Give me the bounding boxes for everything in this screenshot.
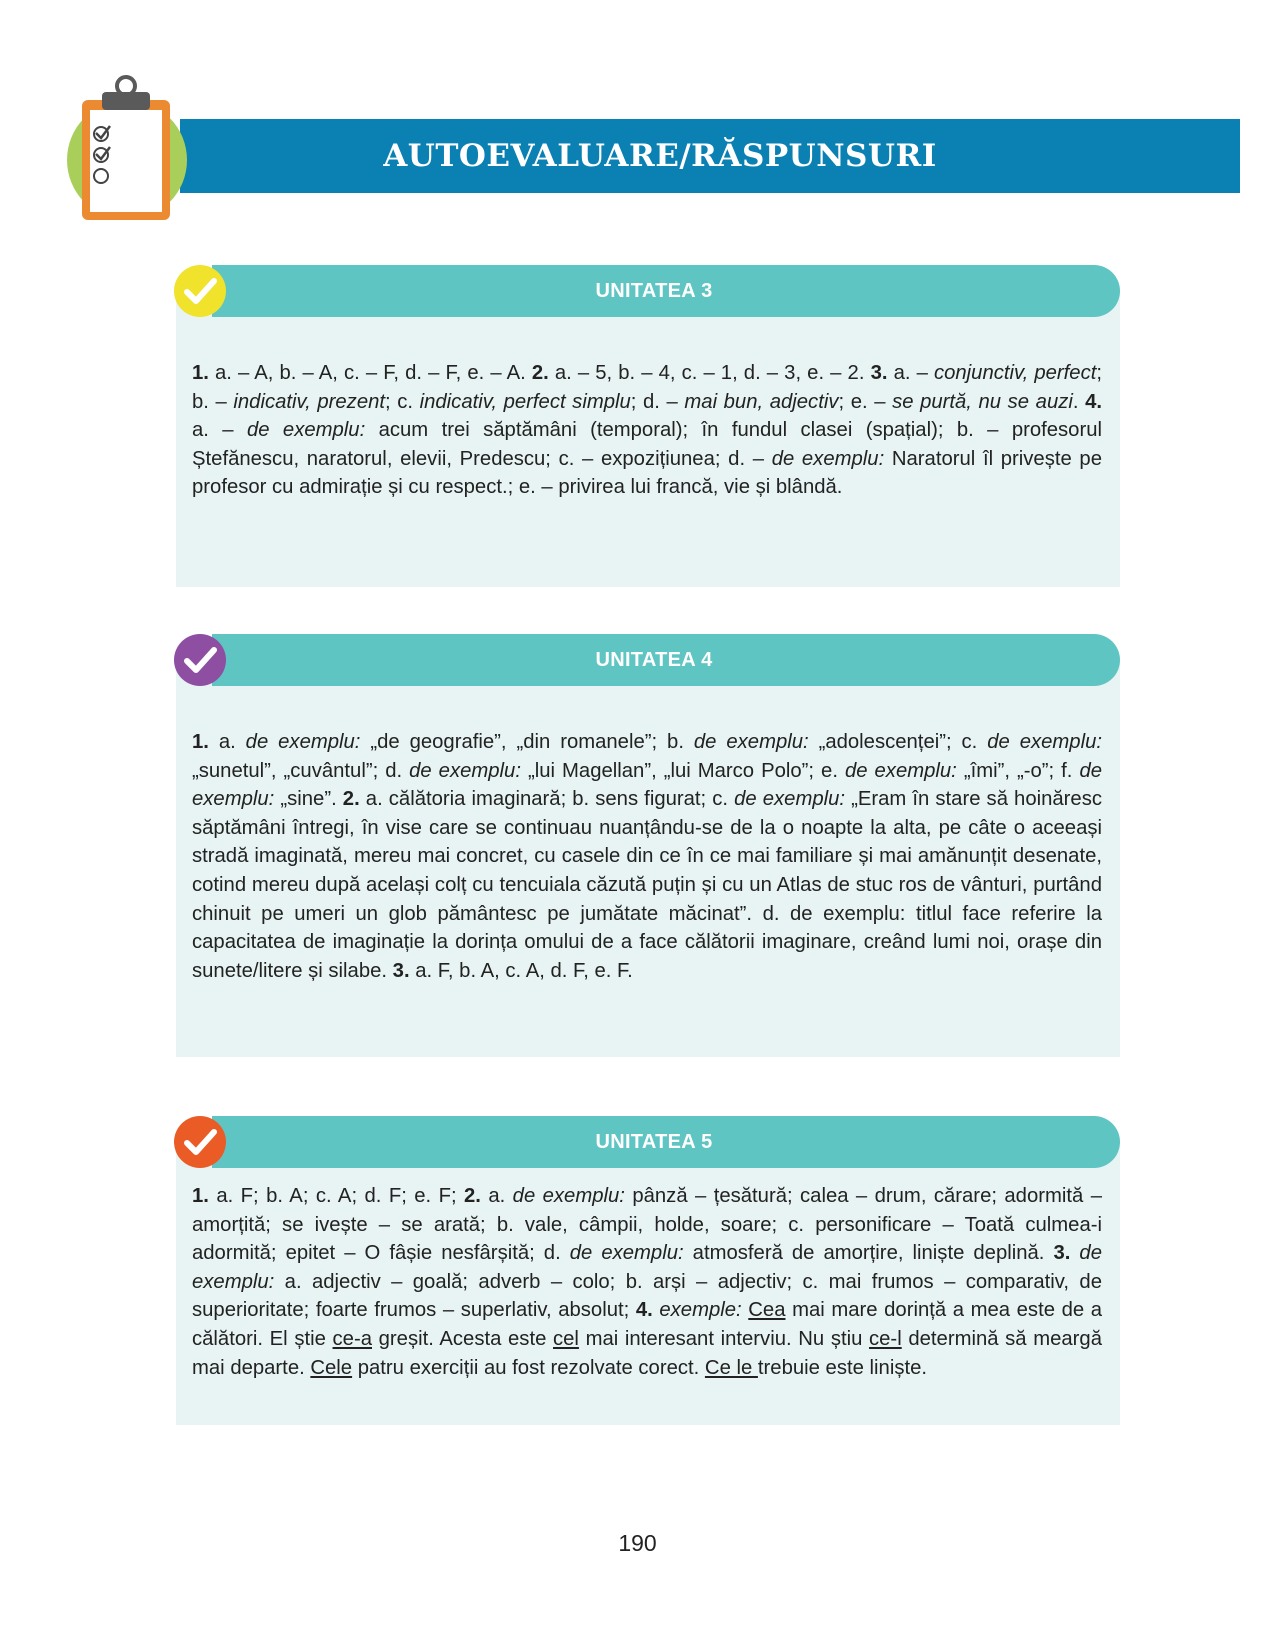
answer-segment: de exemplu: xyxy=(409,759,521,782)
answer-segment: acum trei săptămâni (temporal); în fundul clasei (spațial); b. – profesorul Ștefănescu, naratorul, elevii, Predescu; c. – expozițiunea; d. – xyxy=(192,419,1103,470)
answer-segment: „sine”. xyxy=(274,788,343,811)
answer-segment: de exemplu: xyxy=(246,419,366,442)
answer-segment: cel xyxy=(553,1327,579,1350)
answer-segment: de exemplu: xyxy=(987,731,1102,753)
unit-title: UNITATEA 5 xyxy=(595,1130,713,1153)
answer-segment: Cea xyxy=(748,1299,786,1322)
answer-segment: a. – A, b. – A, c. – F, d. – F, e. – A. xyxy=(208,362,532,384)
answer-segment: exemple: xyxy=(659,1299,742,1322)
answer-segment: 3. xyxy=(392,959,410,982)
answer-segment: mai mare dorință a mea este de a călători. El știe xyxy=(192,1299,1102,1350)
answer-segment: a. – xyxy=(192,419,247,442)
page-number: 190 xyxy=(618,1530,657,1556)
answer-segment: greșit. Acesta este xyxy=(372,1327,553,1350)
answer-segment: 3. xyxy=(870,362,888,384)
answer-segment: de exemplu: xyxy=(192,1242,1102,1293)
answer-segment: ce-a xyxy=(332,1327,372,1350)
answer-segment: a. adjectiv – goală; adverb – colo; b. arși – adjectiv; c. mai frumos – comparativ, de superioritate; foarte frumos – superlativ, absolut; xyxy=(192,1270,1102,1322)
answer-segment: 2. xyxy=(464,1185,481,1207)
answer-segment: atmosferă de amorțire, liniște deplină. xyxy=(683,1242,1054,1265)
answer-segment: de exemplu: xyxy=(771,447,885,470)
answer-segment: „lui Magellan”, „lui Marco Polo”; e. xyxy=(520,759,845,782)
answer-segment: 1. xyxy=(192,1185,209,1207)
answer-segment: de exemplu: xyxy=(569,1242,684,1265)
answer-segment: „Eram în stare să hoinăresc săptămâni întregi, în vise care se continuau nuanțându-se de la o noapte la alta, pe câte o aceeași stradă imaginată, mereu mai concret, cu casele din ce în ce mai familiare și mai amănunțit desenate, cotind mereu după același colț cu tencuiala căzută puțin și cu un Atlas de stuc ros de vânturi, purtând chinuit pe umeri un glob pământesc pe jumătate măcinat”. d. de exemplu: titlul face referire la capacitatea de imaginație la dorința omului de a face călătorii imaginare, creând lumi noi, orașe din sunete/litere și silabe. xyxy=(192,788,1102,982)
answer-segment: mai interesant interviu. Nu știu xyxy=(578,1327,870,1350)
answer-segment: de exemplu: xyxy=(734,788,846,811)
answer-segment: determină să meargă mai departe. xyxy=(192,1327,1102,1379)
answer-segment: Naratorul îl privește pe profesor cu admirație și cu respect.; e. – privirea lui francă, vie și blândă. xyxy=(192,447,1102,499)
title-banner xyxy=(180,119,1240,193)
answer-segment: 1. xyxy=(192,362,209,384)
answer-segment: a. xyxy=(208,731,246,753)
answer-segment: 1. xyxy=(192,731,209,753)
answer-segment: patru exerciții au fost rezolvate corect. xyxy=(352,1356,705,1379)
answer-segment: se purtă, nu se auzi xyxy=(892,390,1073,413)
answer-segment: ; d. – xyxy=(630,390,685,413)
answer-segment: ; e. – xyxy=(838,390,893,413)
answer-segment: Ce le xyxy=(704,1356,758,1379)
answer-segment: ce-l xyxy=(869,1327,902,1350)
answer-segment: ; b. – xyxy=(192,362,1102,413)
answer-segment: 2. xyxy=(342,788,360,811)
unit-answers xyxy=(192,359,1102,502)
answer-segment: de exemplu: xyxy=(512,1185,625,1207)
answer-segment: indicativ, prezent xyxy=(233,390,386,413)
clipboard-checklist-icon xyxy=(62,74,202,224)
unit-title: UNITATEA 4 xyxy=(595,648,713,671)
answer-segment: de exemplu: xyxy=(245,731,361,753)
answer-segment: 4. xyxy=(1085,390,1103,413)
unit-5-panel xyxy=(176,1116,1120,1425)
answer-segment: de exemplu: xyxy=(693,731,809,753)
unit-3-panel xyxy=(176,265,1120,587)
answer-segment: de exemplu: xyxy=(844,759,957,782)
unit-4-panel xyxy=(176,634,1120,1057)
answer-segment: pânză – țesătură; calea – drum, cărare; adormită – amorțită; se ivește – se arată; b. vale, câmpii, holde, soare; c. personificare – Toată culmea-i adormită; epitet – O fâșie nesfârșită; d. xyxy=(192,1185,1102,1265)
answer-segment: a. – 5, b. – 4, c. – 1, d. – 3, e. – 2. xyxy=(548,362,871,384)
answer-segment: 3. xyxy=(1053,1242,1071,1265)
answer-segment: de exemplu: xyxy=(192,759,1102,811)
answer-segment: a. călătoria imaginară; b. sens figurat; c. xyxy=(359,788,735,811)
purple-check-icon xyxy=(174,634,226,686)
answer-segment: conjunctiv, perfect xyxy=(933,362,1097,384)
answer-segment: Cele xyxy=(310,1356,353,1379)
answer-segment: a. xyxy=(480,1185,513,1207)
answer-segment: „îmi”, „-o”; f. xyxy=(956,759,1080,782)
answer-segment: 4. xyxy=(635,1299,653,1322)
answer-segment: „sunetul”, „cuvântul”; d. xyxy=(192,759,410,782)
answer-segment: trebuie este liniște. xyxy=(757,1356,928,1379)
answer-segment: . xyxy=(1072,390,1086,413)
answer-segment: mai bun, adjectiv xyxy=(684,390,839,413)
answer-segment: „de geografie”, „din romanele”; b. xyxy=(360,731,694,753)
answer-segment: „adolescenței”; c. xyxy=(808,731,988,753)
yellow-check-icon xyxy=(174,265,226,317)
orange-check-icon xyxy=(174,1116,226,1168)
answer-segment: indicativ, perfect simplu xyxy=(419,390,631,413)
unit-answers xyxy=(192,728,1102,985)
unit-title: UNITATEA 3 xyxy=(595,279,713,302)
answer-segment: a. F, b. A, c. A, d. F, e. F. xyxy=(409,959,633,982)
answer-segment: a. – xyxy=(887,362,934,384)
page-title: AUTOEVALUARE/RĂSPUNSURI xyxy=(383,138,937,174)
answer-segment: ; c. xyxy=(385,390,420,413)
answer-segment: 2. xyxy=(531,362,549,384)
unit-answers xyxy=(192,1182,1102,1382)
answer-segment: a. F; b. A; c. A; d. F; e. F; xyxy=(208,1185,465,1207)
